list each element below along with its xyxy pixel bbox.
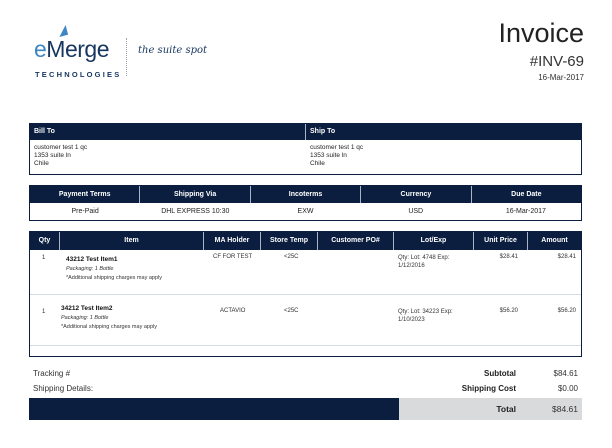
item-exp-date: 1/10/2023	[398, 317, 425, 323]
item-name: 43212 Test Item1	[66, 256, 118, 263]
ship-to-line: Chile	[310, 160, 325, 167]
ship-to-header: Ship To	[306, 124, 581, 140]
address-section	[29, 123, 582, 175]
col-header-customer-po: Customer PO#	[318, 232, 394, 250]
terms-header-currency: Currency	[361, 186, 471, 203]
incoterms-value: EXW	[297, 208, 314, 215]
item-qty: 1	[42, 309, 46, 315]
logo-divider	[126, 38, 127, 76]
total-value: $84.61	[552, 404, 578, 414]
invoice-number: #INV-69	[529, 53, 584, 70]
item-description	[61, 305, 206, 330]
line-items-table	[29, 231, 582, 357]
col-header-item: Item	[60, 232, 204, 250]
item-name: 34212 Test Item2	[61, 305, 113, 312]
ship-to-line: customer test 1 qc	[310, 144, 364, 151]
due-date-value: 16-Mar-2017	[505, 208, 546, 215]
table-divider	[30, 345, 581, 346]
col-header-lot-exp: Lot/Exp	[394, 232, 474, 250]
currency-value: USD	[408, 208, 424, 215]
bill-to-line: 1353 suite ln	[34, 152, 71, 159]
logo-subtitle: TECHNOLOGIES	[35, 70, 122, 79]
item-ma-holder: CF FOR TEST	[213, 254, 253, 260]
item-amount: $56.20	[557, 308, 576, 314]
terms-header-due-date: Due Date	[511, 191, 542, 198]
total-label: Total	[496, 404, 516, 414]
logo-wordmark-rest: Merge	[46, 36, 109, 62]
bill-to-header: Bill To	[30, 124, 306, 140]
invoice-title: Invoice	[498, 18, 584, 48]
ship-to-address	[306, 144, 363, 168]
terms-value-row	[30, 203, 581, 220]
bill-to-line: customer test 1 qc	[34, 144, 88, 151]
col-header-amount: Amount	[541, 237, 568, 244]
logo-tagline: the suite spot	[138, 45, 208, 56]
col-header-store-temp: Store Temp	[261, 232, 318, 250]
item-packaging: Packaging: 1 Bottle	[66, 266, 114, 272]
item-qty: 1	[42, 255, 46, 261]
item-lot-line: Qty: Lot: 4748 Exp:	[398, 255, 450, 261]
item-note: *Additional shipping charges may apply	[61, 324, 158, 330]
payment-terms-value: Pre-Paid	[71, 208, 99, 215]
total-bar	[29, 398, 399, 420]
shipping-details-label: Shipping Details:	[33, 384, 94, 393]
item-lot-exp	[398, 308, 453, 324]
table-row	[30, 294, 581, 346]
table-row	[30, 250, 581, 294]
logo-wordmark	[34, 36, 109, 63]
col-header-ma-holder: MA Holder	[204, 232, 261, 250]
item-exp-date: 1/12/2016	[398, 263, 425, 269]
items-header-row	[30, 232, 581, 250]
item-store-temp: <25C	[284, 308, 299, 314]
terms-header-payment: Payment Terms	[30, 186, 140, 203]
company-logo	[34, 26, 234, 82]
item-note: *Additional shipping charges may apply	[66, 275, 163, 281]
item-description	[66, 256, 206, 281]
bill-to-address	[30, 144, 87, 168]
terms-table	[29, 185, 582, 221]
col-header-qty: Qty	[30, 232, 60, 250]
subtotal-value: $84.61	[553, 369, 578, 378]
ship-to-line: 1353 suite ln	[310, 152, 347, 159]
item-packaging: Packaging: 1 Bottle	[61, 315, 109, 321]
shipping-cost-label: Shipping Cost	[461, 384, 516, 393]
item-ma-holder: ACTAVIO	[220, 308, 246, 314]
terms-header-shipping-via: Shipping Via	[140, 186, 250, 203]
bill-to-line: Chile	[34, 160, 49, 167]
item-store-temp: <25C	[284, 254, 299, 260]
col-header-unit-price: Unit Price	[474, 232, 528, 250]
terms-header-incoterms: Incoterms	[251, 186, 361, 203]
invoice-date: 16-Mar-2017	[538, 73, 584, 82]
tracking-label: Tracking #	[33, 369, 71, 378]
item-amount: $28.41	[557, 254, 576, 260]
shipping-cost-value: $0.00	[557, 384, 578, 393]
terms-header-row	[30, 186, 581, 203]
item-lot-line: Qty: Lot: 34223 Exp:	[398, 309, 453, 315]
item-unit-price: $56.20	[499, 308, 518, 314]
shipping-via-value: DHL EXPRESS 10:30	[161, 208, 230, 215]
logo-wordmark-e: e	[34, 36, 47, 62]
subtotal-label: Subtotal	[484, 369, 516, 378]
item-unit-price: $28.41	[499, 254, 518, 260]
item-lot-exp	[398, 254, 449, 270]
